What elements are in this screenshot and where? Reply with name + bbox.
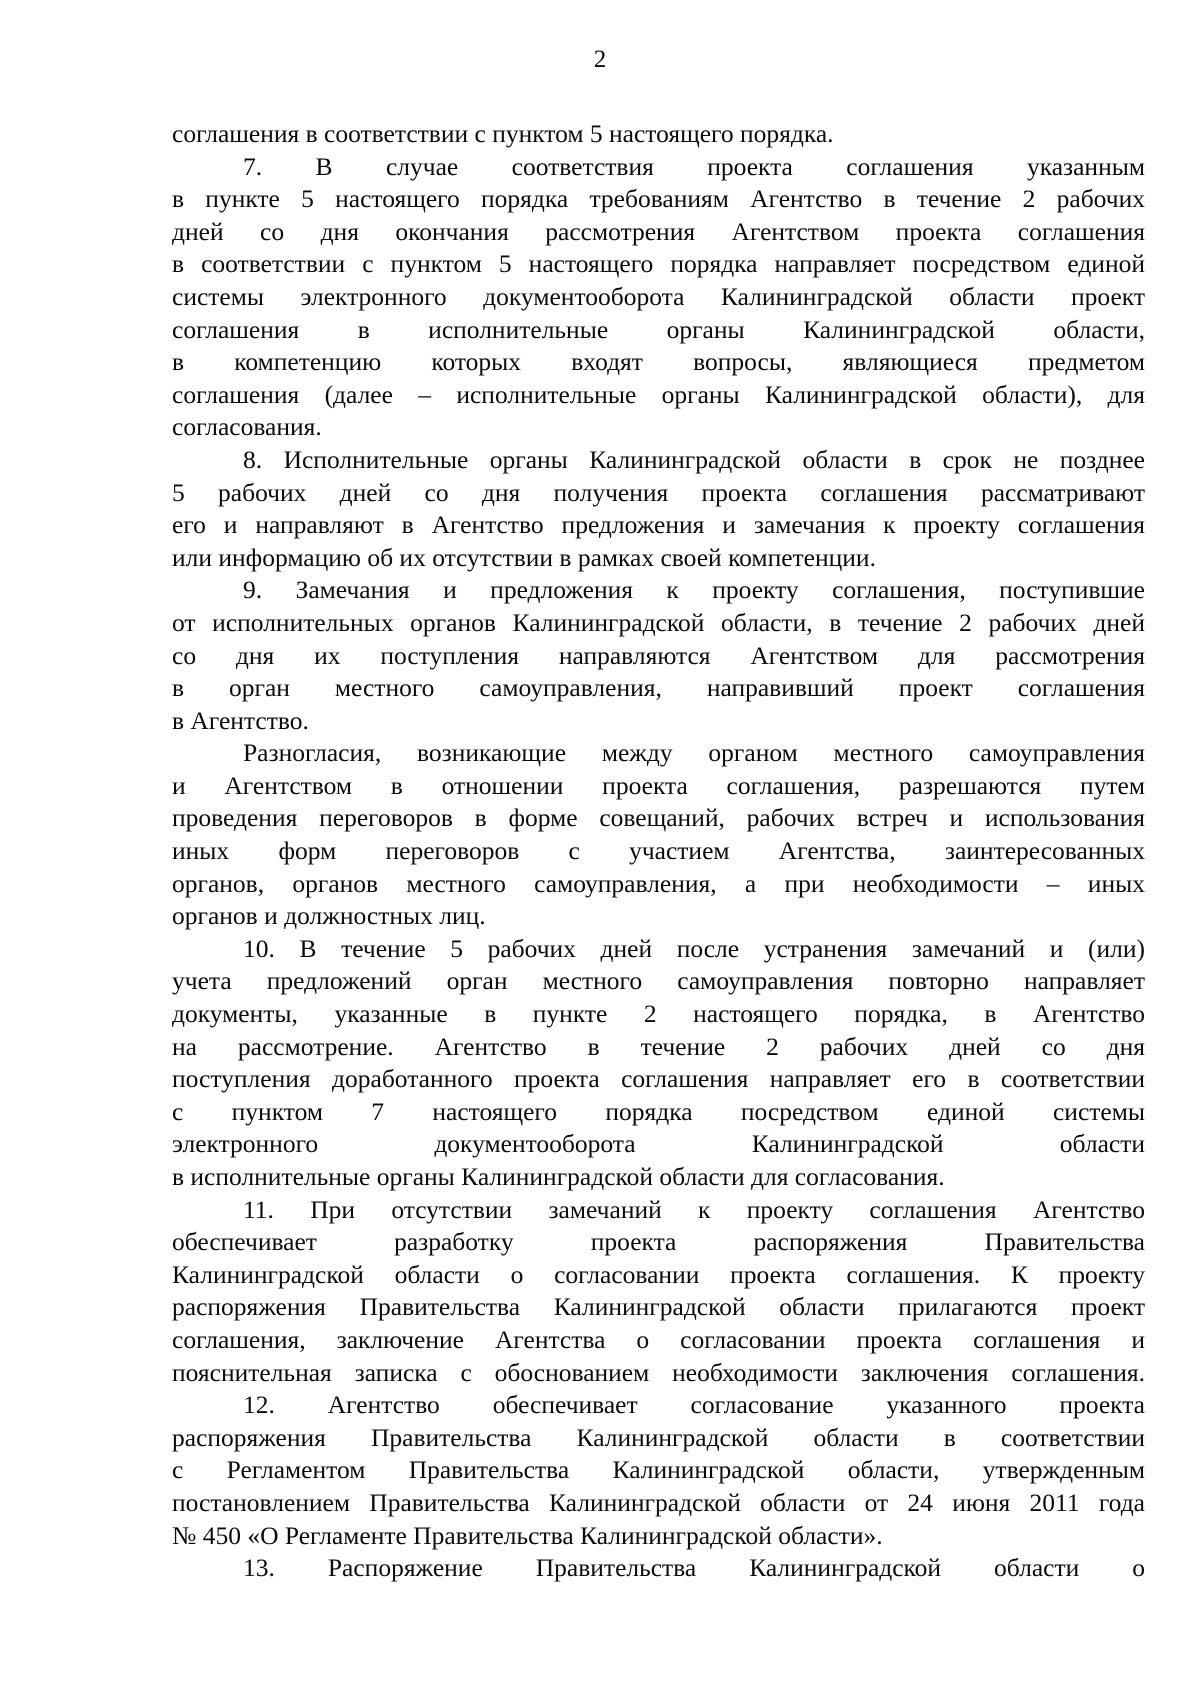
text-line: соглашения в исполнительные органы Калининградской области, [172,314,1145,344]
text-line: органов, органов местного самоуправления, а при необходимости – иных [172,868,1145,898]
text-line: Разногласия, возникающие между органом местного самоуправления [243,738,1145,768]
text-line: 5 рабочих дней со дня получения проекта соглашения рассматривают [172,477,1145,507]
text-line: документы, указанные в пункте 2 настоящего порядка, в Агентство [172,999,1145,1029]
page-number: 2 [593,46,607,73]
text-line: 9. Замечания и предложения к проекту соглашения, поступившие [243,575,1145,605]
text-line: его и направляют в Агентство предложения и замечания к проекту соглашения [172,510,1145,540]
text-line: 8. Исполнительные органы Калининградской области в срок не позднее [243,444,1145,474]
document-body [172,118,1145,1585]
text-line: в Агентство. [172,705,309,735]
text-line: 12. Агентство обеспечивает согласование указанного проекта [243,1390,1145,1420]
text-line: постановлением Правительства Калининградской области от 24 июня 2011 года [172,1487,1145,1517]
text-line: обеспечивает разработку проекта распоряжения Правительства [172,1227,1145,1257]
text-line: 7. В случае соответствия проекта соглашения указанным [243,151,1145,181]
text-line: со дня их поступления направляются Агентством для рассмотрения [172,640,1145,670]
text-line: в орган местного самоуправления, направивший проект соглашения [172,673,1145,703]
text-line: системы электронного документооборота Калининградской области проект [172,281,1145,311]
text-line: или информацию об их отсутствии в рамках своей компетенции. [172,542,876,572]
text-line: в компетенцию которых входят вопросы, являющиеся предметом [172,347,1145,377]
text-line: проведения переговоров в форме совещаний, рабочих встреч и использования [172,803,1145,833]
text-line: в пункте 5 настоящего порядка требованиям Агентство в течение 2 рабочих [172,184,1145,214]
text-line: распоряжения Правительства Калининградской области прилагаются проект [172,1292,1145,1322]
text-line: Калининградской области о согласовании проекта соглашения. К проекту [172,1259,1145,1289]
text-line: 10. В течение 5 рабочих дней после устранения замечаний и (или) [243,933,1145,963]
text-line: № 450 «О Регламенте Правительства Калининградской области». [172,1520,883,1550]
text-line: дней со дня окончания рассмотрения Агентством проекта соглашения [172,216,1145,246]
text-line: органов и должностных лиц. [172,901,486,931]
text-line: электронного документооборота Калининградской области [172,1129,1145,1159]
text-line: 13. Распоряжение Правительства Калининградской области о [243,1553,1145,1583]
text-line: в соответствии с пунктом 5 настоящего порядка направляет посредством единой [172,249,1145,279]
text-line: и Агентством в отношении проекта соглашения, разрешаются путем [172,770,1145,800]
text-line: распоряжения Правительства Калининградской области в соответствии [172,1422,1145,1452]
text-line: в исполнительные органы Калининградской области для согласования. [172,1162,945,1191]
text-line: поступления доработанного проекта соглашения направляет его в соответствии [172,1064,1145,1094]
text-line: иных форм переговоров с участием Агентства, заинтересованных [172,836,1145,866]
text-line: от исполнительных органов Калининградской области, в течение 2 рабочих дней [172,607,1145,637]
text-line: соглашения, заключение Агентства о согласовании проекта соглашения и [172,1324,1145,1354]
text-line: согласования. [172,412,322,442]
text-line: соглашения в соответствии с пунктом 5 настоящего порядка. [172,119,834,148]
text-line: пояснительная записка с обоснованием необходимости заключения соглашения. [172,1357,1145,1387]
text-line: с Регламентом Правительства Калининградской области, утвержденным [172,1455,1145,1485]
text-line: на рассмотрение. Агентство в течение 2 рабочих дней со дня [172,1031,1145,1061]
text-line: учета предложений орган местного самоуправления повторно направляет [172,966,1145,996]
text-line: с пунктом 7 настоящего порядка посредством единой системы [172,1096,1145,1126]
text-line: 11. При отсутствии замечаний к проекту соглашения Агентство [243,1194,1145,1224]
text-line: соглашения (далее – исполнительные органы Калининградской области), для [172,379,1145,409]
